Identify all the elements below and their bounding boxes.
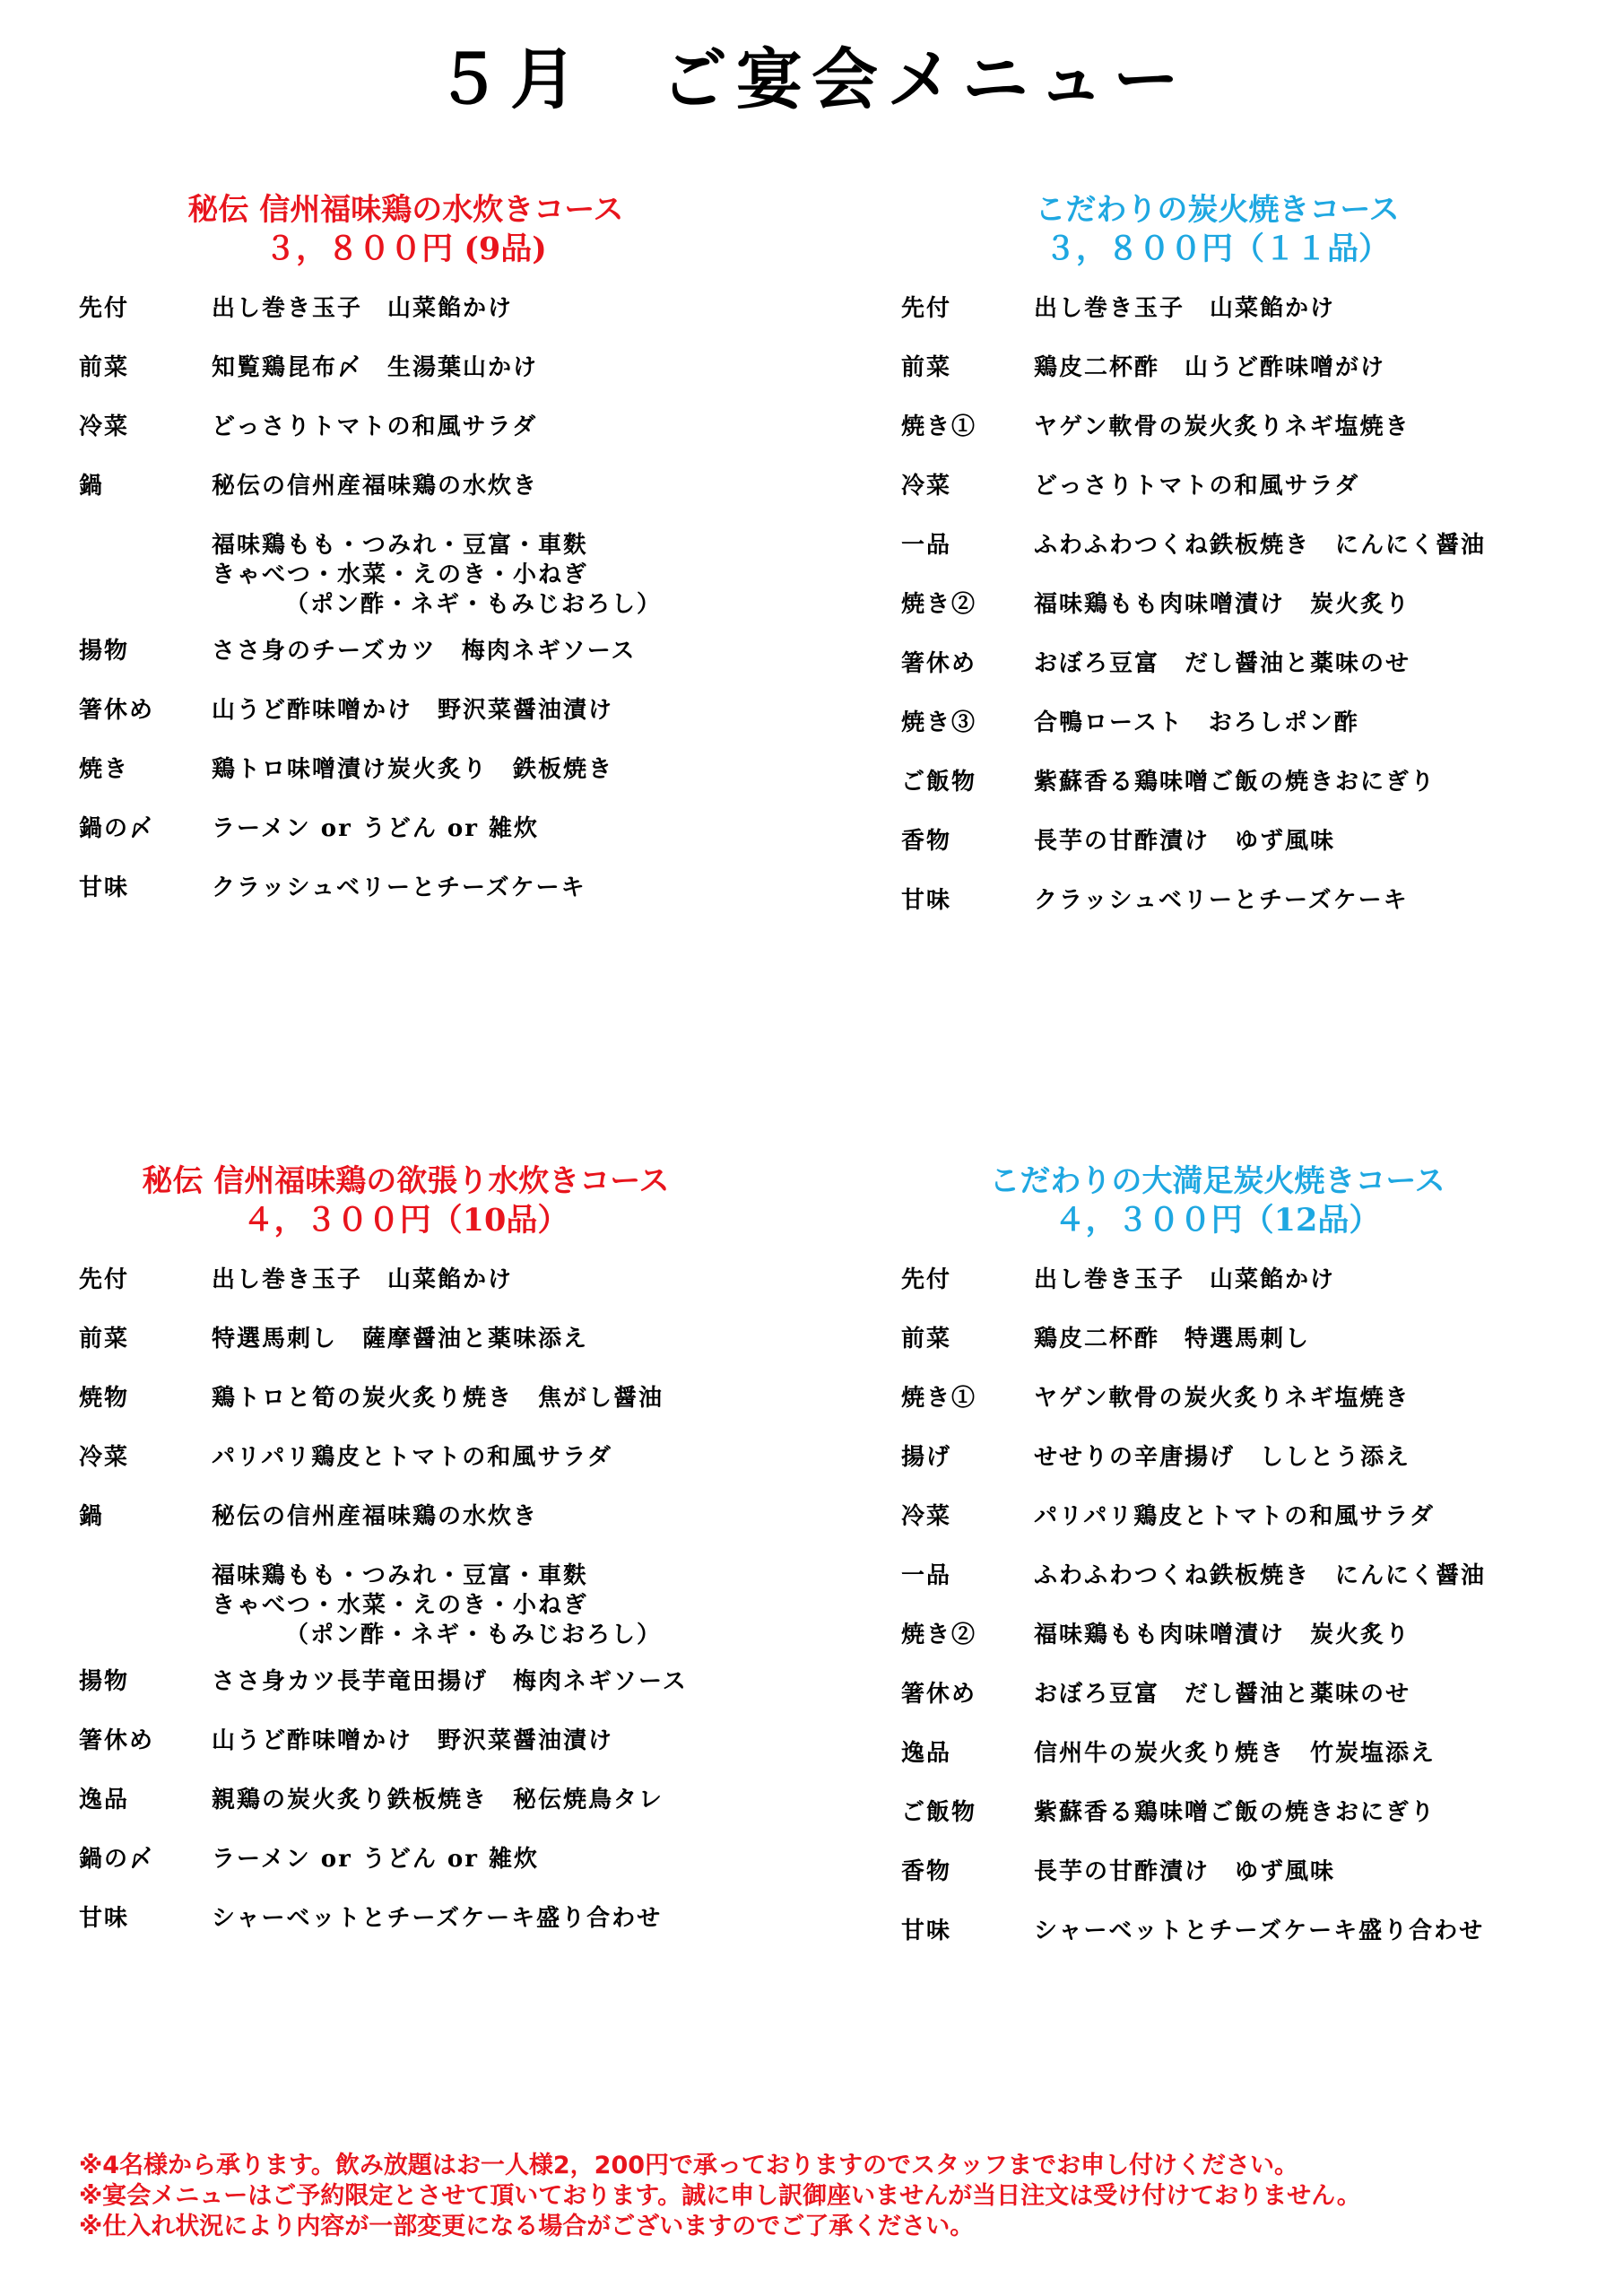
item-dish: パリパリ鶏皮とトマトの和風サラダ bbox=[1034, 1503, 1435, 1530]
course-header bbox=[812, 190, 1623, 269]
item-dish: 出し巻き玉子 山菜餡かけ bbox=[1034, 295, 1336, 322]
item-dish: 福味鶏もも肉味噌漬け 炭火炙り bbox=[1034, 1622, 1411, 1648]
item-dish: クラッシュベリーとチーズケーキ bbox=[1034, 887, 1409, 914]
menu-item bbox=[901, 472, 1623, 501]
item-dish: 出し巻き玉子 山菜餡かけ bbox=[212, 1266, 514, 1293]
menu-item bbox=[901, 1621, 1623, 1650]
menu-item bbox=[79, 637, 890, 666]
menu-item bbox=[901, 1857, 1623, 1887]
item-dish: パリパリ鶏皮とトマトの和風サラダ bbox=[212, 1444, 612, 1471]
item-label: 先付 bbox=[79, 295, 130, 322]
item-dish: 秘伝の信州産福味鶏の水炊き bbox=[212, 1503, 539, 1530]
item-label: 箸休め bbox=[79, 697, 155, 724]
item-dish: 長芋の甘酢漬け ゆず風味 bbox=[1034, 828, 1336, 855]
menu-item bbox=[79, 294, 890, 324]
menu-item bbox=[79, 1384, 890, 1413]
course-mizutaki bbox=[0, 190, 812, 901]
item-detail-line: きゃべつ・水菜・えのき・小ねぎ bbox=[212, 561, 589, 588]
item-label: 焼き① bbox=[901, 1385, 977, 1412]
item-label: 冷菜 bbox=[901, 473, 952, 500]
item-dish: 鶏皮二杯酢 山うど酢味噌がけ bbox=[1034, 354, 1386, 381]
item-dish: 秘伝の信州産福味鶏の水炊き bbox=[212, 473, 539, 500]
menu-item bbox=[901, 1265, 1623, 1295]
item-label: 箸休め bbox=[79, 1727, 155, 1754]
item-dish: ラーメン or うどん or 雑炊 bbox=[212, 815, 539, 842]
footnote-line: ※4名様から承ります。飲み放題はお一人様2，200円で承っておりますのでスタッフまでお申し付けください。 bbox=[79, 2152, 1299, 2179]
item-label: ご飯物 bbox=[901, 769, 977, 796]
menu-item bbox=[79, 1265, 890, 1295]
course-header bbox=[812, 1161, 1623, 1240]
item-dish: 紫蘇香る鶏味噌ご飯の焼きおにぎり bbox=[1034, 1799, 1436, 1826]
course-header bbox=[0, 190, 812, 269]
item-label: 甘味 bbox=[79, 1905, 130, 1932]
course-item-list bbox=[901, 1265, 1623, 1976]
menu-item bbox=[79, 472, 890, 501]
course-name: 秘伝 信州福味鶏の水炊きコース bbox=[187, 192, 624, 228]
footnote-line: ※宴会メニューはご予約限定とさせて頂いております。誠に申し訳御座いませんが当日注文は受け付けておりません。 bbox=[79, 2182, 1361, 2210]
course-price: ４，３００円（10品） bbox=[242, 1202, 569, 1239]
menu-item bbox=[79, 1667, 890, 1697]
item-dish-detail bbox=[212, 1561, 890, 1650]
menu-item bbox=[79, 1726, 890, 1756]
item-dish: 長芋の甘酢漬け ゆず風味 bbox=[1034, 1858, 1336, 1885]
item-label: 焼き② bbox=[901, 591, 977, 618]
item-dish: 鶏皮二杯酢 特選馬刺し bbox=[1034, 1326, 1311, 1352]
menu-item bbox=[901, 531, 1623, 561]
menu-item bbox=[901, 1325, 1623, 1354]
item-label: 鍋 bbox=[79, 1503, 105, 1530]
item-dish: ふわふわつくね鉄板焼き にんにく醤油 bbox=[1034, 1562, 1487, 1589]
menu-item bbox=[901, 1384, 1623, 1413]
course-sumibi bbox=[812, 190, 1623, 914]
page-title: ５月 ご宴会メニュー bbox=[435, 41, 1188, 118]
item-dish: ささ身カツ長芋竜田揚げ 梅肉ネギソース bbox=[212, 1668, 688, 1695]
item-label: 箸休め bbox=[901, 1681, 977, 1708]
menu-item bbox=[79, 696, 890, 726]
menu-item bbox=[79, 1502, 890, 1532]
course-name: こだわりの炭火焼きコース bbox=[1035, 192, 1400, 228]
menu-item bbox=[901, 1680, 1623, 1709]
item-label: 香物 bbox=[901, 1858, 952, 1885]
course-item-list bbox=[79, 294, 890, 933]
menu-item bbox=[901, 353, 1623, 383]
item-label: 冷菜 bbox=[901, 1503, 952, 1530]
item-dish: 親鶏の炭火炙り鉄板焼き 秘伝焼鳥タレ bbox=[212, 1787, 664, 1813]
item-dish: 特選馬刺し 薩摩醤油と薬味添え bbox=[212, 1326, 589, 1352]
menu-item bbox=[79, 1786, 890, 1815]
menu-item bbox=[79, 755, 890, 785]
item-dish: どっさりトマトの和風サラダ bbox=[1034, 473, 1360, 500]
item-label: 先付 bbox=[901, 1266, 952, 1293]
menu-item bbox=[901, 1739, 1623, 1769]
menu-item bbox=[79, 1904, 890, 1934]
item-dish-detail bbox=[212, 531, 890, 620]
item-label: 焼物 bbox=[79, 1385, 130, 1412]
item-label: 鍋の〆 bbox=[79, 815, 155, 842]
menu-item bbox=[901, 827, 1623, 857]
item-label: 一品 bbox=[901, 532, 952, 559]
item-dish: 山うど酢味噌かけ 野沢菜醤油漬け bbox=[212, 1727, 614, 1754]
menu-item bbox=[901, 709, 1623, 738]
course-yokubari-mizutaki bbox=[0, 1161, 812, 1932]
item-label: 香物 bbox=[901, 828, 952, 855]
item-label: 焼き③ bbox=[901, 709, 977, 736]
course-name: こだわりの大満足炭火焼きコース bbox=[989, 1163, 1445, 1199]
item-dish: 出し巻き玉子 山菜餡かけ bbox=[1034, 1266, 1336, 1293]
menu-item-detail bbox=[79, 1561, 890, 1650]
item-label: 箸休め bbox=[901, 650, 977, 677]
menu-item bbox=[901, 768, 1623, 797]
item-dish: おぼろ豆富 だし醤油と薬味のせ bbox=[1034, 1681, 1411, 1708]
menu-item bbox=[901, 1561, 1623, 1591]
item-label: 鍋 bbox=[79, 473, 105, 500]
menu-item bbox=[901, 1502, 1623, 1532]
footnotes bbox=[79, 2151, 1603, 2242]
menu-item bbox=[901, 294, 1623, 324]
menu-item bbox=[901, 413, 1623, 442]
item-label: 逸品 bbox=[901, 1740, 952, 1767]
item-dish: シャーベットとチーズケーキ盛り合わせ bbox=[1034, 1918, 1485, 1944]
item-dish: 鶏トロ味噌漬け炭火炙り 鉄板焼き bbox=[212, 756, 614, 783]
item-dish: 出し巻き玉子 山菜餡かけ bbox=[212, 295, 514, 322]
item-dish: 知覧鶏昆布〆 生湯葉山かけ bbox=[212, 354, 539, 381]
item-label: 先付 bbox=[79, 1266, 130, 1293]
course-price: ３，８００円（１１品） bbox=[1044, 230, 1390, 267]
menu-item bbox=[901, 590, 1623, 620]
item-label: 冷菜 bbox=[79, 1444, 130, 1471]
item-label: 焼き② bbox=[901, 1622, 977, 1648]
item-dish: ささ身のチーズカツ 梅肉ネギソース bbox=[212, 638, 637, 665]
item-dish: 鶏トロと筍の炭火炙り焼き 焦がし醤油 bbox=[212, 1385, 664, 1412]
menu-item bbox=[79, 814, 890, 844]
item-detail-line: （ポン酢・ネギ・もみじおろし） bbox=[285, 1622, 663, 1648]
item-dish: ヤゲン軟骨の炭火炙りネギ塩焼き bbox=[1034, 413, 1410, 440]
item-label: 揚物 bbox=[79, 1668, 130, 1695]
item-label: 前菜 bbox=[79, 354, 130, 381]
item-label: 冷菜 bbox=[79, 413, 130, 440]
item-dish: ラーメン or うどん or 雑炊 bbox=[212, 1846, 539, 1873]
item-label: 揚げ bbox=[901, 1444, 952, 1471]
menu-item bbox=[79, 1845, 890, 1874]
item-dish: せせりの辛唐揚げ ししとう添え bbox=[1034, 1444, 1411, 1471]
item-label: 先付 bbox=[901, 295, 952, 322]
item-dish: 合鴨ロースト おろしポン酢 bbox=[1034, 709, 1359, 736]
item-label: 前菜 bbox=[79, 1326, 130, 1352]
item-label: 甘味 bbox=[79, 874, 130, 901]
item-dish: クラッシュベリーとチーズケーキ bbox=[212, 874, 586, 901]
item-dish: ふわふわつくね鉄板焼き にんにく醤油 bbox=[1034, 532, 1487, 559]
course-price: ４，３００円（12品） bbox=[1054, 1202, 1381, 1239]
item-label: 焼き① bbox=[901, 413, 977, 440]
footnote-line: ※仕入れ状況により内容が一部変更になる場合がございますのでご了承ください。 bbox=[79, 2213, 975, 2240]
menu-item bbox=[901, 886, 1623, 916]
item-label: 鍋の〆 bbox=[79, 1846, 155, 1873]
item-detail-line: 福味鶏もも・つみれ・豆富・車麩 bbox=[212, 1562, 589, 1589]
menu-item bbox=[901, 1443, 1623, 1473]
item-dish: おぼろ豆富 だし醤油と薬味のせ bbox=[1034, 650, 1411, 677]
item-label: 焼き bbox=[79, 756, 130, 783]
item-dish: 福味鶏もも肉味噌漬け 炭火炙り bbox=[1034, 591, 1411, 618]
course-item-list bbox=[79, 1265, 890, 1963]
item-detail-line: （ポン酢・ネギ・もみじおろし） bbox=[285, 591, 663, 618]
menu-item bbox=[79, 1443, 890, 1473]
course-daimanzoku-sumibi bbox=[812, 1161, 1623, 1944]
item-dish: 紫蘇香る鶏味噌ご飯の焼きおにぎり bbox=[1034, 769, 1436, 796]
menu-item bbox=[901, 1917, 1623, 1946]
item-detail-line: 福味鶏もも・つみれ・豆富・車麩 bbox=[212, 532, 589, 559]
item-label: 甘味 bbox=[901, 887, 952, 914]
item-dish: ヤゲン軟骨の炭火炙りネギ塩焼き bbox=[1034, 1385, 1410, 1412]
item-label: 一品 bbox=[901, 1562, 952, 1589]
item-label: 前菜 bbox=[901, 354, 952, 381]
menu-item bbox=[901, 649, 1623, 679]
course-name: 秘伝 信州福味鶏の欲張り水炊きコース bbox=[142, 1163, 670, 1199]
item-label: 前菜 bbox=[901, 1326, 952, 1352]
item-label: 逸品 bbox=[79, 1787, 130, 1813]
menu-item bbox=[79, 1325, 890, 1354]
item-detail-line: きゃべつ・水菜・えのき・小ねぎ bbox=[212, 1592, 589, 1619]
menu-item bbox=[79, 874, 890, 903]
menu-item bbox=[79, 413, 890, 442]
course-header bbox=[0, 1161, 812, 1240]
item-label: 甘味 bbox=[901, 1918, 952, 1944]
menu-item bbox=[79, 353, 890, 383]
menu-item-detail bbox=[79, 531, 890, 620]
item-dish: 信州牛の炭火炙り焼き 竹炭塩添え bbox=[1034, 1740, 1436, 1767]
course-item-list bbox=[901, 294, 1623, 945]
item-dish: 山うど酢味噌かけ 野沢菜醤油漬け bbox=[212, 697, 614, 724]
item-dish: どっさりトマトの和風サラダ bbox=[212, 413, 538, 440]
item-label: 揚物 bbox=[79, 638, 130, 665]
item-dish: シャーベットとチーズケーキ盛り合わせ bbox=[212, 1905, 663, 1932]
menu-item bbox=[901, 1798, 1623, 1828]
course-price: ３，８００円 (9品) bbox=[265, 230, 547, 267]
item-label: ご飯物 bbox=[901, 1799, 977, 1826]
